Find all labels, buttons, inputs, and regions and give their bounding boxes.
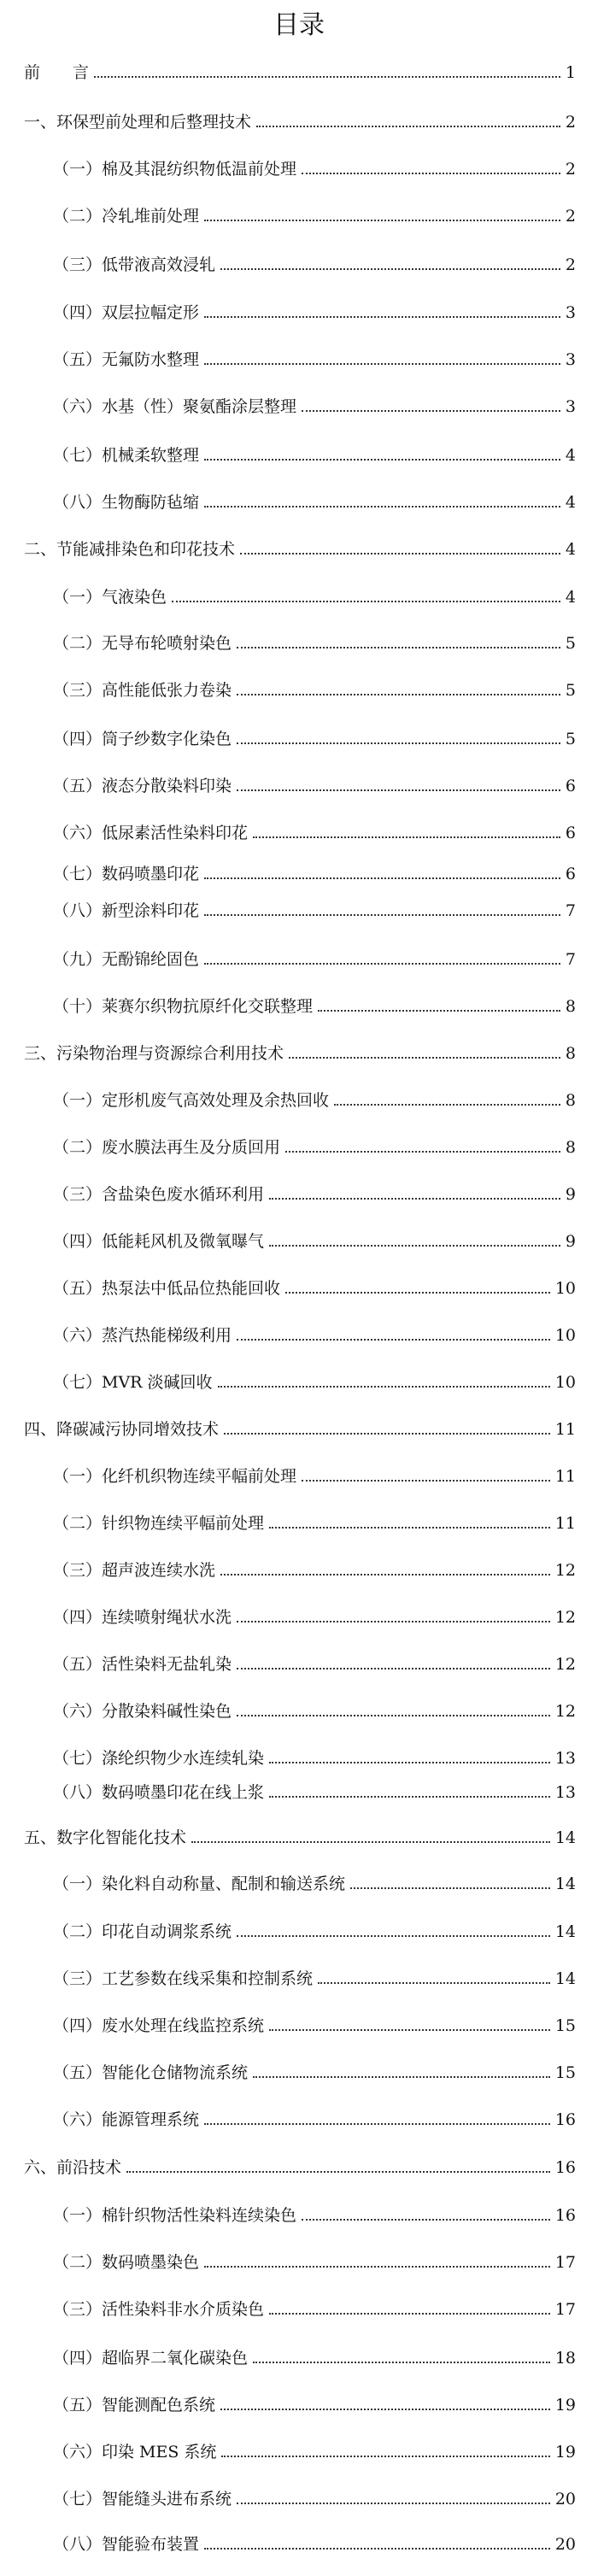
toc-page-number: 20 xyxy=(554,2535,576,2554)
toc-page-number: 6 xyxy=(565,777,576,795)
toc-entry-label: （七）智能缝头进布系统 xyxy=(53,2490,232,2509)
toc-entry xyxy=(53,632,576,654)
toc-entry-label: （八）智能验布装置 xyxy=(53,2535,200,2554)
toc-page-number: 14 xyxy=(554,1922,576,1941)
toc-page-number: 11 xyxy=(554,1420,576,1439)
toc-title: 目录 xyxy=(273,10,325,40)
toc-page-number: 12 xyxy=(554,1608,576,1627)
toc-entry-label: （九）无酚锦纶固色 xyxy=(53,950,200,969)
toc-page-number: 7 xyxy=(565,901,576,920)
toc-entry xyxy=(53,491,576,513)
toc-entry xyxy=(53,728,576,750)
toc-entry-label: （二）数码喷墨染色 xyxy=(53,2253,200,2272)
dot-leader xyxy=(237,789,560,791)
toc-entry xyxy=(53,2204,576,2227)
dot-leader xyxy=(237,742,560,744)
dot-leader xyxy=(269,1198,560,1200)
toc-entry-label: （四）废水处理在线监控系统 xyxy=(53,2016,265,2035)
toc-entry xyxy=(24,1418,576,1441)
dot-leader xyxy=(172,601,560,602)
toc-page-number: 11 xyxy=(554,1467,576,1486)
toc-entry-label: （五）热泵法中低品位热能回收 xyxy=(53,1279,281,1298)
toc-entry-label: （四）超临界二氧化碳染色 xyxy=(53,2349,249,2368)
toc-page-number: 16 xyxy=(554,2110,576,2129)
toc-entry xyxy=(53,158,576,180)
toc-page-number: 2 xyxy=(565,113,576,132)
toc-entry xyxy=(53,2347,576,2369)
dot-leader xyxy=(237,694,560,695)
toc-page-number: 6 xyxy=(565,865,576,883)
toc-entry xyxy=(53,1089,576,1112)
dot-leader xyxy=(204,506,560,508)
dot-leader xyxy=(285,1151,560,1153)
toc-entry xyxy=(53,1512,576,1534)
toc-page-number: 14 xyxy=(554,1969,576,1988)
dot-leader xyxy=(269,2029,550,2031)
dot-leader xyxy=(269,1245,560,1247)
toc-entry xyxy=(53,1136,576,1159)
dot-leader xyxy=(253,2362,550,2363)
toc-page-number: 7 xyxy=(565,950,576,969)
toc-entry xyxy=(24,2156,576,2179)
toc-entry-label: （五）无氟防水整理 xyxy=(53,350,200,369)
toc-page-number: 3 xyxy=(565,350,576,369)
toc-entry xyxy=(53,396,576,418)
toc-entry xyxy=(53,1230,576,1253)
toc-entry-label: （一）棉针织物活性染料连续染色 xyxy=(53,2206,297,2225)
toc-entry xyxy=(53,1921,576,1943)
dot-leader xyxy=(237,647,560,648)
toc-entry xyxy=(53,302,576,324)
toc-entry-label: （七）涤纶织物少水连续轧染 xyxy=(53,1749,265,1768)
dot-leader xyxy=(220,1574,550,1576)
toc-entry-label: （三）高性能低张力卷染 xyxy=(53,681,232,700)
toc-entry-label: （三）含盐染色废水循环利用 xyxy=(53,1185,265,1204)
toc-page-number: 2 xyxy=(565,160,576,179)
toc-page-number: 8 xyxy=(565,1044,576,1063)
dot-leader xyxy=(350,1887,550,1889)
toc-entry xyxy=(53,2251,576,2274)
toc-entry xyxy=(53,2109,576,2131)
dot-leader xyxy=(204,2123,550,2125)
dot-leader xyxy=(302,1480,550,1482)
dot-leader xyxy=(204,363,560,365)
toc-entry xyxy=(53,1781,576,1804)
toc-entry xyxy=(24,1042,576,1065)
dot-leader xyxy=(204,914,560,916)
toc-entry xyxy=(53,948,576,971)
toc-entry-label: （一）化纤机织物连续平幅前处理 xyxy=(53,1467,297,1486)
toc-page-number: 20 xyxy=(554,2490,576,2509)
toc-entry-label: （三）低带液高效浸轧 xyxy=(53,255,216,274)
toc-entry-label: （二）针织物连续平幅前处理 xyxy=(53,1514,265,1533)
toc-entry xyxy=(53,1465,576,1488)
toc-entry xyxy=(53,775,576,797)
toc-entry xyxy=(53,1700,576,1722)
dot-leader xyxy=(220,2409,550,2410)
toc-page-number: 12 xyxy=(554,1561,576,1580)
toc-entry-label: （三）超声波连续水洗 xyxy=(53,1561,216,1580)
toc-entry-label: （一）定形机废气高效处理及余热回收 xyxy=(53,1091,330,1110)
toc-entry-label: （一）染化料自动称量、配制和输送系统 xyxy=(53,1875,346,1893)
toc-entry-label: 五、数字化智能化技术 xyxy=(24,1828,187,1847)
toc-page-number: 4 xyxy=(565,540,576,559)
toc-page-number: 15 xyxy=(554,2016,576,2035)
toc-entry-label: （七）数码喷墨印花 xyxy=(53,865,200,883)
dot-leader xyxy=(237,1339,550,1341)
toc-page-number: 18 xyxy=(554,2349,576,2368)
toc-entry-label: （三）活性染料非水介质染色 xyxy=(53,2300,265,2319)
toc-entry-label: 前 言 xyxy=(24,63,90,82)
toc-entry-label: （五）活性染料无盐轧染 xyxy=(53,1655,232,1674)
toc-entry-label: （二）冷轧堆前处理 xyxy=(53,207,200,226)
toc-page-number: 17 xyxy=(554,2300,576,2319)
dot-leader xyxy=(237,2503,550,2504)
toc-page-number: 19 xyxy=(554,2443,576,2462)
toc-entry xyxy=(53,2062,576,2084)
toc-entry xyxy=(53,1277,576,1300)
toc-entry xyxy=(53,1968,576,1990)
dot-leader xyxy=(289,1057,560,1059)
toc-entry xyxy=(53,900,576,922)
dot-leader xyxy=(204,877,560,879)
dot-leader xyxy=(302,410,560,412)
dot-leader xyxy=(126,2171,550,2173)
toc-entry-label: （八）生物酶防毡缩 xyxy=(53,493,200,512)
toc-entry-label: 二、节能减排染色和印花技术 xyxy=(24,540,236,559)
toc-page-number: 4 xyxy=(565,588,576,607)
toc-page-number: 4 xyxy=(565,446,576,465)
dot-leader xyxy=(256,126,560,127)
toc-entry xyxy=(53,1653,576,1675)
toc-entry-label: （八）新型涂料印花 xyxy=(53,901,200,920)
toc-entry-label: 三、污染物治理与资源综合利用技术 xyxy=(24,1044,284,1063)
toc-entry xyxy=(53,679,576,701)
dot-leader xyxy=(224,1433,550,1435)
toc-entry xyxy=(53,2298,576,2321)
toc-page-number: 19 xyxy=(554,2396,576,2415)
toc-page-number: 14 xyxy=(554,1828,576,1847)
dot-leader xyxy=(204,459,560,461)
toc-page-number: 16 xyxy=(554,2158,576,2177)
toc-entry-label: （六）能源管理系统 xyxy=(53,2110,200,2129)
dot-leader xyxy=(204,220,560,221)
toc-entry-label: 六、前沿技术 xyxy=(24,2158,122,2177)
dot-leader xyxy=(218,1386,550,1388)
dot-leader xyxy=(302,173,560,174)
dot-leader xyxy=(334,1104,560,1106)
toc-page-number: 9 xyxy=(565,1185,576,1204)
toc-entry-label: （六）蒸汽热能梯级利用 xyxy=(53,1326,232,1345)
toc-entry-label: （四）低能耗风机及微氧曝气 xyxy=(53,1232,265,1251)
toc-entry xyxy=(53,2394,576,2416)
dot-leader xyxy=(204,2266,550,2268)
dot-leader xyxy=(240,553,560,555)
toc-page-number: 2 xyxy=(565,255,576,274)
toc-entry-label: （六）印染 MES 系统 xyxy=(53,2443,217,2462)
dot-leader xyxy=(237,1668,550,1669)
toc-entry xyxy=(53,1873,576,1895)
dot-leader xyxy=(237,1715,550,1716)
toc-entry-label: （六）低尿素活性染料印花 xyxy=(53,824,249,842)
toc-entry xyxy=(53,2441,576,2463)
toc-entry xyxy=(24,1827,576,1849)
toc-page-number: 1 xyxy=(565,63,576,82)
toc-page-number: 12 xyxy=(554,1702,576,1721)
dot-leader xyxy=(269,2313,550,2315)
toc-entry xyxy=(53,254,576,276)
toc-entry xyxy=(53,1324,576,1347)
toc-entry-label: （四）双层拉幅定形 xyxy=(53,303,200,322)
toc-entry-label: （二）无导布轮喷射染色 xyxy=(53,634,232,653)
dot-leader xyxy=(253,2076,550,2078)
toc-entry xyxy=(53,863,576,885)
toc-entry xyxy=(53,444,576,466)
toc-page-number: 5 xyxy=(565,730,576,748)
dot-leader xyxy=(302,2219,550,2221)
toc-entry-label: （二）印花自动调浆系统 xyxy=(53,1922,232,1941)
dot-leader xyxy=(94,76,560,78)
dot-leader xyxy=(318,1010,560,1012)
toc-entry-label: （六）水基（性）聚氨酯涂层整理 xyxy=(53,397,297,416)
toc-entry-label: 一、环保型前处理和后整理技术 xyxy=(24,113,252,132)
toc-entry-label: （一）棉及其混纺织物低温前处理 xyxy=(53,160,297,179)
dot-leader xyxy=(220,268,560,270)
toc-entry-label: （五）智能化仓储物流系统 xyxy=(53,2063,249,2082)
dot-leader xyxy=(221,2456,549,2457)
toc-page-number: 8 xyxy=(565,1138,576,1157)
toc-entry xyxy=(24,62,576,84)
toc-page-number: 10 xyxy=(554,1373,576,1392)
toc-entry xyxy=(53,995,576,1018)
dot-leader xyxy=(269,1762,550,1763)
toc-page-number: 8 xyxy=(565,997,576,1016)
dot-leader xyxy=(253,836,560,838)
toc-entry xyxy=(53,349,576,371)
toc-page-number: 10 xyxy=(554,1326,576,1345)
toc-entry-label: （八）数码喷墨印花在线上浆 xyxy=(53,1783,265,1802)
toc-entry-label: （五）智能测配色系统 xyxy=(53,2396,216,2415)
toc-page-number: 8 xyxy=(565,1091,576,1110)
toc-page-number: 5 xyxy=(565,634,576,653)
dot-leader xyxy=(269,1527,550,1529)
toc-page-number: 5 xyxy=(565,681,576,700)
toc-page-number: 2 xyxy=(565,207,576,226)
toc-entry-label: （六）分散染料碱性染色 xyxy=(53,1702,232,1721)
toc-entry xyxy=(53,1747,576,1769)
toc-page-number: 16 xyxy=(554,2206,576,2225)
dot-leader xyxy=(204,316,560,318)
toc-entry xyxy=(53,1606,576,1628)
toc-entry xyxy=(53,2015,576,2037)
toc-entry xyxy=(53,1183,576,1206)
dot-leader xyxy=(269,1796,550,1798)
toc-entry xyxy=(53,205,576,227)
dot-leader xyxy=(204,963,560,965)
toc-page-number: 4 xyxy=(565,493,576,512)
toc-page-number: 6 xyxy=(565,824,576,842)
dot-leader xyxy=(204,2548,550,2550)
toc-page-number: 15 xyxy=(554,2063,576,2082)
toc-page-number: 12 xyxy=(554,1655,576,1674)
dot-leader xyxy=(237,1621,550,1622)
toc-page-number: 14 xyxy=(554,1875,576,1893)
toc-page-number: 3 xyxy=(565,397,576,416)
toc-entry-label: （十）莱赛尔织物抗原纤化交联整理 xyxy=(53,997,314,1016)
toc-entry-label: （二）废水膜法再生及分质回用 xyxy=(53,1138,281,1157)
toc-entry-label: （七）机械柔软整理 xyxy=(53,446,200,465)
toc-entry xyxy=(53,822,576,844)
toc-page-number: 10 xyxy=(554,1279,576,1298)
toc-entry xyxy=(53,1371,576,1394)
toc-entry-label: 四、降碳减污协同增效技术 xyxy=(24,1420,220,1439)
toc-entry-label: （一）气液染色 xyxy=(53,588,167,607)
toc-entry xyxy=(53,2488,576,2510)
toc-page-number: 17 xyxy=(554,2253,576,2272)
toc-entry xyxy=(53,586,576,608)
toc-entry-label: （四）连续喷射绳状水洗 xyxy=(53,1608,232,1627)
dot-leader xyxy=(318,1982,550,1984)
toc-entry-label: （三）工艺参数在线采集和控制系统 xyxy=(53,1969,314,1988)
dot-leader xyxy=(191,1841,550,1843)
toc-entry-label: （七）MVR 淡碱回收 xyxy=(53,1373,213,1392)
toc-entry xyxy=(53,2533,576,2555)
toc-entry-label: （五）液态分散染料印染 xyxy=(53,777,232,795)
toc-entry xyxy=(24,538,576,560)
toc-entry xyxy=(24,111,576,133)
toc-page-number: 13 xyxy=(554,1749,576,1768)
dot-leader xyxy=(237,1935,550,1937)
dot-leader xyxy=(285,1292,550,1294)
toc-entry xyxy=(53,1559,576,1581)
toc-page-number: 9 xyxy=(565,1232,576,1251)
toc-page-number: 11 xyxy=(554,1514,576,1533)
toc-page-number: 13 xyxy=(554,1783,576,1802)
toc-entry-label: （四）筒子纱数字化染色 xyxy=(53,730,232,748)
toc-page-number: 3 xyxy=(565,303,576,322)
